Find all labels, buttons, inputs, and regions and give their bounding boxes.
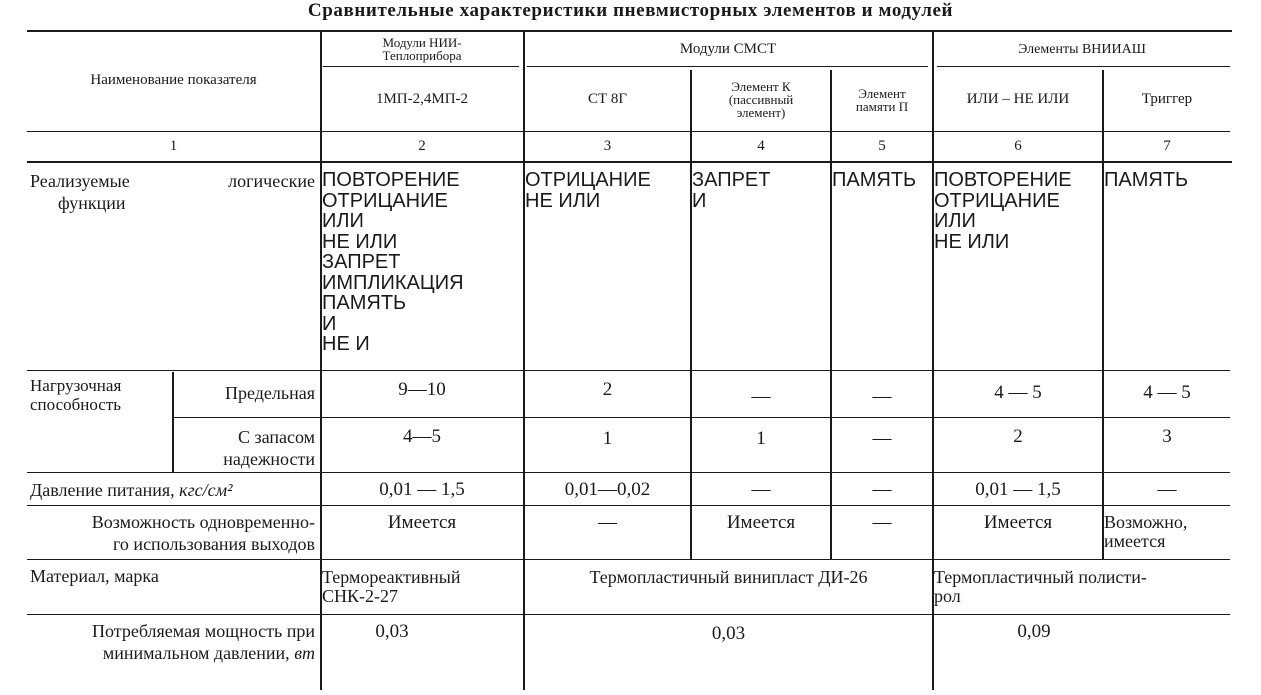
row-label-load-line2: способность — [30, 395, 122, 414]
pressure-col-2: 0,01 — 1,5 — [379, 479, 465, 500]
col-number-6: 6 — [1014, 138, 1022, 154]
material-smst: Термопластичный винипласт ДИ-26 — [589, 567, 868, 587]
header-param-name: Наименование показателя — [90, 71, 257, 88]
logic-item: ОТРИЦАНИЕ — [934, 189, 1060, 212]
header-group-vniiash: Элементы ВНИИАШ — [1018, 41, 1146, 57]
row-label-logic-b: логические — [228, 171, 315, 191]
row-label-logic-a: Реализуемые — [30, 171, 130, 191]
row-label-pressure — [30, 479, 320, 501]
limit-col-2: 9—10 — [398, 379, 446, 400]
header-col-6: ИЛИ – НЕ ИЛИ — [966, 91, 1070, 107]
rule-header-bottom — [27, 161, 1232, 163]
header-col-7: Триггер — [1141, 91, 1193, 107]
logic-item: ОТРИЦАНИЕ — [322, 189, 448, 212]
logic-item: ИЛИ — [322, 210, 364, 232]
col-number-4: 4 — [757, 138, 765, 154]
row-label-power-text: минимальном давлении, — [102, 643, 295, 663]
header-col-2: 1МП-2,4МП-2 — [375, 91, 469, 107]
logic-item: НЕ ИЛИ — [322, 230, 398, 253]
rule-simultaneous-bottom — [27, 559, 1230, 560]
row-label-power-line2 — [30, 642, 315, 664]
rule-logic-bottom — [27, 370, 1230, 371]
simultaneous-col-7 — [1104, 510, 1230, 551]
row-label-pressure-unit: кгс/см² — [179, 480, 233, 500]
simultaneous-col-6: Имеется — [983, 512, 1053, 533]
power-smst: 0,03 — [711, 623, 746, 644]
header-col-5-line2: памяти П — [855, 98, 909, 114]
col-number-1: 1 — [169, 138, 178, 154]
row-label-load — [30, 376, 170, 414]
row-label-logic-line2: функции — [58, 193, 126, 213]
row-label-simultaneous-line2: го использования выходов — [113, 534, 315, 554]
header-group-smst: Модули СМСТ — [679, 40, 777, 57]
row-label-simultaneous — [30, 511, 315, 555]
header-group-nii-line1: Модули НИИ- — [382, 35, 462, 50]
simultaneous-col-7-line2: имеется — [1104, 531, 1166, 551]
simultaneous-col-4: Имеется — [726, 512, 796, 533]
rule-group-nii — [323, 66, 519, 67]
material-vniiash-line2: рол — [934, 586, 961, 606]
header-col-5-line1: Элемент — [858, 85, 906, 101]
row-label-load-line1: Нагрузочная — [30, 376, 122, 395]
limit-col-3: 2 — [602, 379, 613, 400]
logic-item: ПОВТОРЕНИЕ — [934, 169, 1072, 191]
header-col-4 — [692, 68, 830, 131]
logic-col-2 — [322, 168, 522, 355]
rule-group-vniiash — [937, 66, 1230, 67]
header-col-4-text: Элемент К — [731, 79, 791, 94]
logic-item: И — [322, 312, 337, 335]
pressure-col-5: — — [872, 479, 892, 500]
reserve-col-6: 2 — [1013, 426, 1023, 447]
limit-col-5: — — [872, 386, 892, 407]
material-col-2-line2: СНК-2-27 — [322, 586, 398, 606]
row-label-reserve — [172, 426, 315, 470]
rule-reserve-bottom — [27, 472, 1230, 473]
row-label-simultaneous-line1: Возможность одновременно- — [91, 512, 315, 532]
limit-col-6: 4 — 5 — [994, 382, 1042, 403]
reserve-col-4: 1 — [756, 428, 766, 449]
logic-col-4 — [692, 168, 830, 211]
col-number-2: 2 — [418, 138, 426, 154]
logic-item: НЕ ИЛИ — [934, 230, 1010, 253]
logic-item: ПАМЯТЬ — [832, 169, 917, 191]
header-col-3: СТ 8Г — [587, 91, 628, 107]
power-col-2: 0,03 — [375, 621, 409, 642]
col-number-5: 5 — [878, 138, 886, 154]
simultaneous-col-5: — — [872, 512, 892, 533]
material-vniiash — [934, 565, 1230, 606]
row-label-power-unit: вт — [294, 643, 315, 663]
col-number-7: 7 — [1163, 138, 1171, 154]
material-col-2-line1: Термореактивный — [322, 567, 461, 587]
logic-item: НЕ И — [322, 333, 370, 355]
row-label-reserve-line1: С запасом — [237, 427, 315, 447]
reserve-col-5: — — [872, 428, 892, 449]
logic-item: ИМПЛИКАЦИЯ — [322, 271, 464, 294]
logic-col-5 — [832, 168, 932, 191]
logic-col-7 — [1104, 168, 1230, 191]
reserve-col-7: 3 — [1162, 426, 1172, 447]
header-group-nii-line2: Теплоприбора — [382, 48, 462, 63]
material-col-2 — [322, 565, 522, 606]
row-label-logic — [30, 170, 315, 214]
pressure-col-3: 0,01—0,02 — [564, 479, 651, 500]
logic-col-3 — [525, 168, 690, 211]
row-label-material: Материал, марка — [30, 566, 159, 586]
power-vniiash: 0,09 — [1017, 621, 1051, 642]
header-col-4-line3: элемент) — [736, 105, 786, 120]
logic-item: ОТРИЦАНИЕ — [525, 169, 651, 191]
col-number-3: 3 — [603, 138, 612, 154]
logic-item: НЕ ИЛИ — [525, 189, 601, 212]
logic-item: ЗАПРЕТ — [692, 169, 771, 191]
logic-item: ПАМЯТЬ — [1104, 169, 1189, 191]
rule-group-smst — [527, 66, 928, 67]
pressure-col-6: 0,01 — 1,5 — [975, 479, 1061, 500]
logic-col-6 — [934, 168, 1102, 252]
row-label-pressure-text: Давление питания, — [30, 480, 180, 500]
table-title: Сравнительные характеристики пневмисторных элементов и модулей — [307, 0, 954, 21]
reserve-col-3: 1 — [602, 428, 613, 449]
limit-col-7: 4 — 5 — [1143, 382, 1191, 403]
row-label-power-line1: Потребляемая мощность при — [92, 621, 315, 641]
header-col-5 — [832, 68, 932, 131]
rule-limit-bottom — [172, 417, 1230, 418]
logic-item: ИЛИ — [934, 210, 976, 232]
pressure-col-4: — — [751, 479, 771, 500]
rule-pressure-bottom — [27, 505, 1230, 506]
reserve-col-2: 4—5 — [403, 426, 441, 447]
logic-item: ПОВТОРЕНИЕ — [322, 169, 460, 191]
header-col-4-line2: (пассивный — [728, 92, 794, 107]
simultaneous-col-3: — — [598, 512, 617, 533]
pressure-col-7: — — [1157, 479, 1177, 500]
row-label-limit: Предельная — [225, 383, 315, 403]
limit-col-4: — — [751, 386, 771, 407]
row-label-reserve-line2: надежности — [223, 449, 315, 469]
logic-item: И — [692, 189, 707, 212]
logic-item: ЗАПРЕТ — [322, 251, 401, 273]
logic-item: ПАМЯТЬ — [322, 292, 407, 314]
simultaneous-col-2: Имеется — [387, 512, 457, 533]
header-group-nii — [322, 32, 522, 66]
rule-material-bottom — [27, 614, 1230, 615]
row-label-power — [30, 620, 315, 664]
simultaneous-col-7-line1: Возможно, — [1104, 512, 1188, 532]
material-vniiash-line1: Термопластичный полисти- — [934, 567, 1147, 587]
